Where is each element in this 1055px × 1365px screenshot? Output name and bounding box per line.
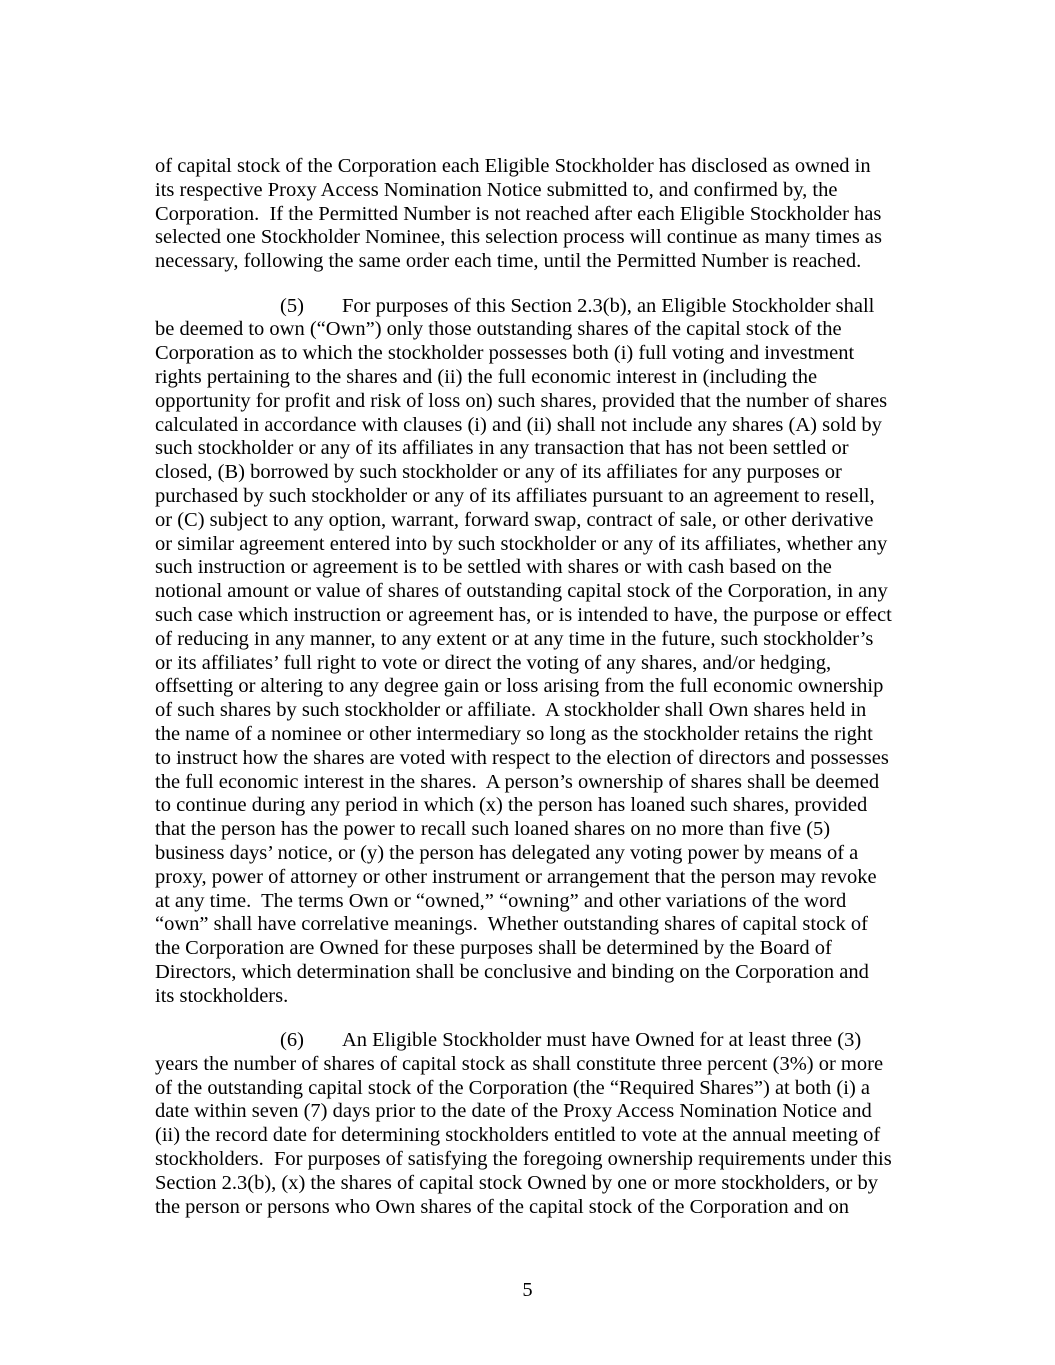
text-line: of reducing in any manner, to any extent or at any time in the future, such stockholder’s <box>155 627 874 650</box>
text-line-first <box>155 1029 935 1053</box>
text-line: proxy, power of attorney or other instrument or arrangement that the person may revoke <box>155 865 877 888</box>
text-line: to continue during any period in which (x) the person has loaned such shares, provided <box>155 794 868 817</box>
text-line: purchased by such stockholder or any of its affiliates pursuant to an agreement to resell, <box>155 484 875 507</box>
text-line: the name of a nominee or other intermediary so long as the stockholder retains the right <box>155 722 873 745</box>
paragraph-5 <box>155 295 935 1009</box>
text-line: the full economic interest in the shares. A person’s ownership of shares shall be deemed <box>155 770 880 793</box>
text-line: such instruction or agreement is to be settled with shares or with cash based on the <box>155 556 832 579</box>
text-line: the person or persons who Own shares of the capital stock of the Corporation and on <box>155 1195 849 1218</box>
page-number: 5 <box>522 1279 533 1301</box>
text-line: notional amount or value of shares of outstanding capital stock of the Corporation, in any <box>155 580 888 603</box>
text-line: Corporation. If the Permitted Number is not reached after each Eligible Stockholder has <box>155 202 882 225</box>
text-line: offsetting or altering to any degree gain or loss arising from the full economic ownership <box>155 675 884 698</box>
text-line: Directors, which determination shall be conclusive and binding on the Corporation and <box>155 960 869 983</box>
text-line: that the person has the power to recall such loaned shares on no more than five (5) <box>155 818 831 841</box>
text-line: necessary, following the same order each time, until the Permitted Number is reached. <box>155 250 862 273</box>
text-line: or similar agreement entered into by such stockholder or any of its affiliates, whether any <box>155 532 888 555</box>
text-line: to instruct how the shares are voted with respect to the election of directors and possesses <box>155 746 889 769</box>
section-marker: (5) <box>280 294 304 317</box>
text-line: or its affiliates’ full right to vote or direct the voting of any shares, and/or hedging, <box>155 651 832 674</box>
text-line: Corporation as to which the stockholder possesses both (i) full voting and investment <box>155 342 855 365</box>
text-line: date within seven (7) days prior to the date of the Proxy Access Nomination Notice and <box>155 1100 872 1123</box>
text-line: closed, (B) borrowed by such stockholder or any of its affiliates for any purposes or <box>155 461 842 484</box>
text-line: selected one Stockholder Nominee, this selection process will continue as many times as <box>155 226 882 249</box>
text-line: calculated in accordance with clauses (i) and (ii) shall not include any shares (A) sold by <box>155 413 882 436</box>
text-line: its respective Proxy Access Nomination Notice submitted to, and confirmed by, the <box>155 178 838 201</box>
paragraph-6 <box>155 1029 935 1219</box>
text-line: stockholders. For purposes of satisfying the foregoing ownership requirements under this <box>155 1148 892 1171</box>
text-line: such stockholder or any of its affiliates in any transaction that has not been settled or <box>155 437 849 460</box>
text-line: business days’ notice, or (y) the person has delegated any voting power by means of a <box>155 841 859 864</box>
text-line: be deemed to own (“Own”) only those outstanding shares of the capital stock of the <box>155 318 842 341</box>
text-line: years the number of shares of capital stock as shall constitute three percent (3%) or more <box>155 1052 884 1075</box>
text-line-content: For purposes of this Section 2.3(b), an Eligible Stockholder shall <box>342 294 875 317</box>
text-line: or (C) subject to any option, warrant, forward swap, contract of sale, or other derivative <box>155 508 874 531</box>
text-line: of such shares by such stockholder or affiliate. A stockholder shall Own shares held in <box>155 699 867 722</box>
text-line: opportunity for profit and risk of loss on) such shares, provided that the number of shares <box>155 389 888 412</box>
text-line: of capital stock of the Corporation each Eligible Stockholder has disclosed as owned in <box>155 155 871 177</box>
text-line-content: An Eligible Stockholder must have Owned for at least three (3) <box>342 1029 862 1052</box>
text-line: Section 2.3(b), (x) the shares of capital stock Owned by one or more stockholders, or by <box>155 1171 879 1194</box>
text-line: rights pertaining to the shares and (ii) the full economic interest in (including the <box>155 365 818 388</box>
document-body <box>155 155 935 1240</box>
section-marker: (6) <box>280 1029 304 1052</box>
text-line: at any time. The terms Own or “owned,” “owning” and other variations of the word <box>155 889 847 912</box>
text-line: of the outstanding capital stock of the Corporation (the “Required Shares”) at both (i) a <box>155 1076 871 1099</box>
text-line-first <box>155 295 935 319</box>
text-line: the Corporation are Owned for these purposes shall be determined by the Board of <box>155 937 832 960</box>
text-line: “own” shall have correlative meanings. Whether outstanding shares of capital stock of <box>155 913 868 936</box>
text-line: its stockholders. <box>155 984 289 1007</box>
paragraph-continuation <box>155 155 935 274</box>
text-line: (ii) the record date for determining stockholders entitled to vote at the annual meeting of <box>155 1124 881 1147</box>
text-line: such case which instruction or agreement has, or is intended to have, the purpose or effect <box>155 603 892 626</box>
